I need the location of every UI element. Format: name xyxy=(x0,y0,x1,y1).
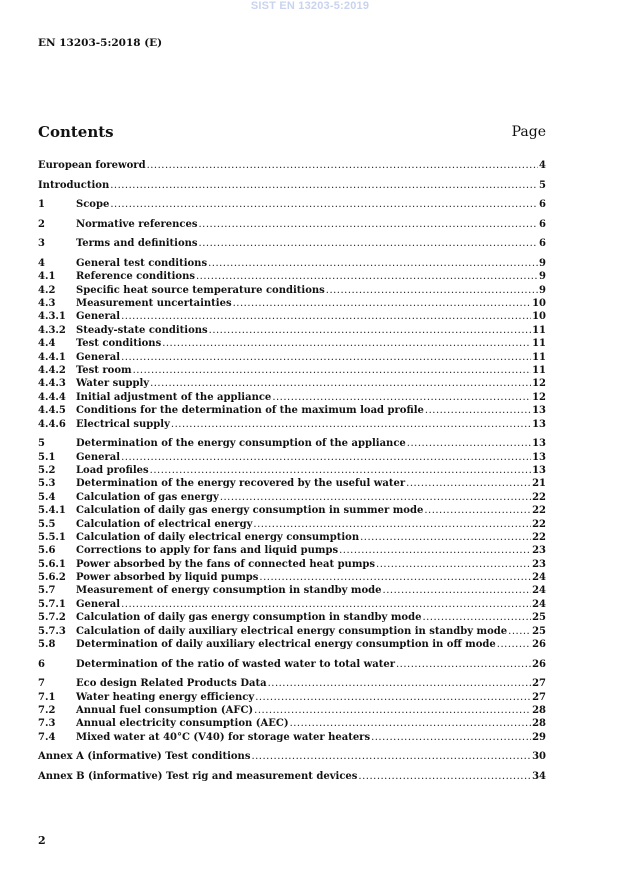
toc-entry-title: Steady-state conditions xyxy=(76,324,208,336)
toc-entry-title: European foreword xyxy=(38,160,146,171)
toc-dot-leader xyxy=(133,364,532,377)
toc-entry-number: 5.6.1 xyxy=(38,558,66,570)
toc-entry-page: 10 xyxy=(532,298,546,310)
toc-entry-page: 23 xyxy=(532,558,546,570)
toc-entry-page: 12 xyxy=(532,391,546,403)
toc-entry[interactable] xyxy=(38,544,546,557)
toc-entry-page: 26 xyxy=(532,658,546,670)
toc-entry[interactable] xyxy=(38,179,546,192)
toc-entry-title: General test conditions xyxy=(76,257,208,269)
toc-entry[interactable] xyxy=(38,558,546,571)
toc-entry-title: Determination of the ratio of wasted water to total water xyxy=(76,658,395,670)
toc-entry-number: 5.5 xyxy=(38,518,56,530)
toc-entry[interactable] xyxy=(38,351,546,364)
toc-dot-leader xyxy=(209,324,531,337)
toc-dot-leader xyxy=(290,717,532,730)
toc-entry[interactable] xyxy=(38,504,546,517)
toc-entry[interactable] xyxy=(38,677,546,690)
toc-entry-number: 5.5.1 xyxy=(38,531,66,543)
toc-entry-title: Measurement uncertainties xyxy=(76,298,232,310)
toc-dot-leader xyxy=(121,598,531,611)
toc-entry-title: General xyxy=(76,451,121,463)
toc-dot-leader xyxy=(255,691,531,704)
toc-entry-page: 24 xyxy=(532,598,546,610)
toc-dot-leader xyxy=(396,658,531,671)
toc-entry-page: 6 xyxy=(539,238,546,250)
toc-entry-number: 2 xyxy=(38,218,45,230)
toc-entry-title: Load profiles xyxy=(76,464,149,476)
toc-entry[interactable] xyxy=(38,691,546,704)
toc-entry-number: 4.3.1 xyxy=(38,311,66,323)
toc-entry-page: 22 xyxy=(532,491,546,503)
toc-entry-title: Determination of the energy recovered by the useful water xyxy=(76,478,406,490)
toc-dot-leader xyxy=(424,504,531,517)
toc-dot-leader xyxy=(326,284,538,297)
toc-entry-number: 3 xyxy=(38,238,45,250)
toc-entry-title: General xyxy=(76,351,121,363)
toc-entry[interactable] xyxy=(38,611,546,624)
toc-entry-page: 9 xyxy=(539,257,546,269)
toc-entry-number: 4.4.2 xyxy=(38,365,66,377)
toc-entry-page: 30 xyxy=(532,751,546,763)
toc-entry[interactable] xyxy=(38,377,546,390)
toc-dot-leader xyxy=(199,218,539,231)
toc-entry-number: 7 xyxy=(38,678,45,690)
toc-entry[interactable] xyxy=(38,598,546,611)
toc-entry-number: 7.2 xyxy=(38,704,56,716)
toc-dot-leader xyxy=(497,638,531,651)
toc-entry[interactable] xyxy=(38,625,546,638)
table-of-contents xyxy=(38,159,546,783)
toc-dot-leader xyxy=(253,518,531,531)
toc-entry-page: 13 xyxy=(532,464,546,476)
toc-entry-page: 28 xyxy=(532,718,546,730)
toc-dot-leader xyxy=(196,270,538,283)
toc-entry-number: 4.3.2 xyxy=(38,324,66,336)
toc-entry-title: General xyxy=(76,598,121,610)
toc-entry[interactable] xyxy=(38,270,546,283)
toc-entry-title: Calculation of daily gas energy consumption in summer mode xyxy=(76,505,424,517)
toc-entry-title: Corrections to apply for fans and liquid pumps xyxy=(76,545,339,557)
toc-entry[interactable] xyxy=(38,571,546,584)
toc-dot-leader xyxy=(272,391,531,404)
toc-entry[interactable] xyxy=(38,477,546,490)
toc-entry-page: 11 xyxy=(532,365,546,377)
toc-entry-title: Terms and definitions xyxy=(76,238,198,250)
toc-entry-page: 29 xyxy=(532,731,546,743)
toc-entry-number: 4.3 xyxy=(38,298,56,310)
toc-dot-leader xyxy=(171,418,531,431)
toc-entry-page: 34 xyxy=(532,770,546,782)
toc-entry-number: 5.4 xyxy=(38,491,56,503)
toc-entry-title: Calculation of daily gas energy consumption in standby mode xyxy=(76,612,422,624)
toc-entry-title: Power absorbed by liquid pumps xyxy=(76,572,259,584)
toc-entry-title: Specific heat source temperature conditions xyxy=(76,284,325,296)
toc-entry-title: Scope xyxy=(76,199,110,211)
toc-entry-page: 25 xyxy=(532,625,546,637)
toc-entry[interactable] xyxy=(38,491,546,504)
toc-entry-title: Conditions for the determination of the maximum load profile xyxy=(76,405,424,417)
toc-dot-leader xyxy=(220,491,531,504)
toc-dot-leader xyxy=(110,198,538,211)
toc-entry-number: 5.6.2 xyxy=(38,572,66,584)
toc-entry-number: 7.1 xyxy=(38,691,56,703)
toc-entry-page: 11 xyxy=(532,324,546,336)
toc-entry-title: Annual fuel consumption (AFC) xyxy=(76,704,254,716)
toc-entry[interactable] xyxy=(38,237,546,250)
toc-entry-page: 6 xyxy=(539,218,546,230)
toc-entry[interactable] xyxy=(38,731,546,744)
toc-dot-leader xyxy=(121,451,531,464)
toc-entry[interactable] xyxy=(38,404,546,417)
toc-entry[interactable] xyxy=(38,717,546,730)
toc-entry-title: Initial adjustment of the appliance xyxy=(76,391,272,403)
toc-entry[interactable] xyxy=(38,531,546,544)
toc-entry-page: 24 xyxy=(532,585,546,597)
toc-dot-leader xyxy=(360,531,531,544)
toc-entry[interactable] xyxy=(38,310,546,323)
toc-entry-title: Normative references xyxy=(76,218,198,230)
toc-entry[interactable] xyxy=(38,218,546,231)
toc-entry-number: 4.4.6 xyxy=(38,418,66,430)
toc-dot-leader xyxy=(358,770,531,783)
toc-entry[interactable] xyxy=(38,391,546,404)
toc-entry-number: 7.3 xyxy=(38,718,56,730)
toc-entry-page: 22 xyxy=(532,518,546,530)
toc-dot-leader xyxy=(425,404,531,417)
toc-entry-title: Eco design Related Products Data xyxy=(76,678,267,690)
toc-entry[interactable] xyxy=(38,658,546,671)
toc-dot-leader xyxy=(371,731,531,744)
toc-entry-page: 4 xyxy=(539,160,546,171)
toc-entry-title: Annex B (informative) Test rig and measurement devices xyxy=(38,770,358,782)
toc-entry-title: Calculation of daily auxiliary electrical energy consumption in standby mode xyxy=(76,625,508,637)
toc-entry-title: Calculation of electrical energy xyxy=(76,518,253,530)
watermark: SIST EN 13203-5:2019 xyxy=(250,0,370,12)
toc-dot-leader xyxy=(422,611,531,624)
toc-entry-page: 22 xyxy=(532,505,546,517)
toc-entry-number: 4.2 xyxy=(38,284,56,296)
toc-entry-page: 10 xyxy=(532,311,546,323)
toc-entry-title: Annex A (informative) Test conditions xyxy=(38,751,251,763)
toc-entry-page: 9 xyxy=(539,271,546,283)
toc-entry-title: Annual electricity consumption (AEC) xyxy=(76,718,289,730)
toc-entry-title: Introduction xyxy=(38,179,110,191)
toc-entry[interactable] xyxy=(38,464,546,477)
toc-entry-title: General xyxy=(76,311,121,323)
toc-entry-number: 5.4.1 xyxy=(38,505,66,517)
toc-dot-leader xyxy=(383,584,532,597)
toc-entry-title: Calculation of gas energy xyxy=(76,491,219,503)
toc-entry-number: 5.6 xyxy=(38,545,56,557)
toc-entry[interactable] xyxy=(38,364,546,377)
toc-dot-leader xyxy=(376,558,531,571)
toc-entry[interactable] xyxy=(38,159,546,172)
toc-entry[interactable] xyxy=(38,297,546,310)
page-column-label: Page xyxy=(511,124,546,140)
toc-entry-page: 21 xyxy=(532,478,546,490)
toc-dot-leader xyxy=(147,159,538,172)
toc-entry-page: 25 xyxy=(532,612,546,624)
toc-entry-title: Test conditions xyxy=(76,338,162,350)
toc-entry[interactable] xyxy=(38,198,546,211)
toc-entry[interactable] xyxy=(38,257,546,270)
toc-entry[interactable] xyxy=(38,437,546,450)
toc-dot-leader xyxy=(199,237,539,250)
toc-dot-leader xyxy=(233,297,531,310)
toc-entry-title: Determination of daily auxiliary electrical energy consumption in off mode xyxy=(76,639,496,651)
toc-entry-title: Water supply xyxy=(76,378,150,390)
toc-entry[interactable] xyxy=(38,750,546,763)
toc-dot-leader xyxy=(110,179,538,192)
toc-entry-number: 5.1 xyxy=(38,451,56,463)
toc-entry-page: 6 xyxy=(539,199,546,211)
toc-entry-number: 4.4 xyxy=(38,338,56,350)
toc-entry-number: 4.1 xyxy=(38,271,56,283)
toc-dot-leader xyxy=(121,351,531,364)
toc-entry[interactable] xyxy=(38,704,546,717)
toc-entry[interactable] xyxy=(38,284,546,297)
toc-entry-title: Power absorbed by the fans of connected heat pumps xyxy=(76,558,376,570)
toc-entry-number: 7.4 xyxy=(38,731,56,743)
toc-entry[interactable] xyxy=(38,451,546,464)
toc-entry-number: 5.7.3 xyxy=(38,625,66,637)
toc-entry[interactable] xyxy=(38,518,546,531)
toc-entry-page: 11 xyxy=(532,351,546,363)
toc-dot-leader xyxy=(259,571,531,584)
toc-entry-title: Calculation of daily electrical energy consumption xyxy=(76,531,360,543)
toc-entry-page: 13 xyxy=(532,451,546,463)
toc-entry-number: 5.3 xyxy=(38,478,56,490)
toc-entry-page: 28 xyxy=(532,704,546,716)
toc-entry-page: 22 xyxy=(532,531,546,543)
toc-entry-number: 1 xyxy=(38,199,45,211)
toc-entry-page: 27 xyxy=(532,678,546,690)
toc-entry-page: 9 xyxy=(539,284,546,296)
toc-dot-leader xyxy=(268,677,531,690)
toc-entry-page: 11 xyxy=(532,338,546,350)
toc-entry-title: Mixed water at 40°C (V40) for storage water heaters xyxy=(76,731,371,743)
toc-entry[interactable] xyxy=(38,638,546,651)
toc-entry-page: 24 xyxy=(532,572,546,584)
toc-entry-number: 4.4.3 xyxy=(38,378,66,390)
toc-entry-title: Reference conditions xyxy=(76,271,195,283)
toc-entry-number: 6 xyxy=(38,658,45,670)
toc-dot-leader xyxy=(208,257,538,270)
toc-entry[interactable] xyxy=(38,324,546,337)
toc-dot-leader xyxy=(150,377,531,390)
toc-entry-page: 13 xyxy=(532,418,546,430)
toc-entry[interactable] xyxy=(38,418,546,431)
toc-dot-leader xyxy=(508,625,531,638)
toc-entry-page: 5 xyxy=(539,179,546,191)
toc-entry-page: 13 xyxy=(532,405,546,417)
toc-entry-title: Measurement of energy consumption in standby mode xyxy=(76,585,382,597)
toc-entry-number: 4 xyxy=(38,257,45,269)
toc-entry-number: 5.2 xyxy=(38,464,56,476)
document-id: EN 13203-5:2018 (E) xyxy=(38,37,163,49)
toc-entry-number: 5.7 xyxy=(38,585,56,597)
toc-dot-leader xyxy=(162,337,531,350)
toc-entry-page: 12 xyxy=(532,378,546,390)
toc-entry-title: Electrical supply xyxy=(76,418,170,430)
toc-dot-leader xyxy=(407,437,531,450)
toc-dot-leader xyxy=(150,464,531,477)
toc-entry-number: 5.7.2 xyxy=(38,612,66,624)
toc-entry[interactable] xyxy=(38,584,546,597)
toc-entry-title: Water heating energy efficiency xyxy=(76,691,255,703)
toc-entry-number: 4.4.1 xyxy=(38,351,66,363)
toc-entry[interactable] xyxy=(38,770,546,783)
toc-dot-leader xyxy=(339,544,531,557)
toc-dot-leader xyxy=(251,750,531,763)
toc-dot-leader xyxy=(406,477,531,490)
toc-dot-leader xyxy=(121,310,531,323)
toc-entry-title: Determination of the energy consumption of the appliance xyxy=(76,438,406,450)
footer-page-number: 2 xyxy=(38,834,46,847)
toc-entry-title: Test room xyxy=(76,365,132,377)
toc-entry-number: 4.4.4 xyxy=(38,391,66,403)
toc-dot-leader xyxy=(254,704,531,717)
toc-entry-number: 5 xyxy=(38,438,45,450)
toc-entry-page: 13 xyxy=(532,438,546,450)
toc-entry[interactable] xyxy=(38,337,546,350)
toc-entry-number: 4.4.5 xyxy=(38,405,66,417)
contents-title: Contents xyxy=(38,123,114,141)
toc-entry-page: 26 xyxy=(532,639,546,651)
toc-entry-page: 23 xyxy=(532,545,546,557)
toc-entry-page: 27 xyxy=(532,691,546,703)
toc-entry-number: 5.7.1 xyxy=(38,598,66,610)
toc-entry-number: 5.8 xyxy=(38,639,56,651)
